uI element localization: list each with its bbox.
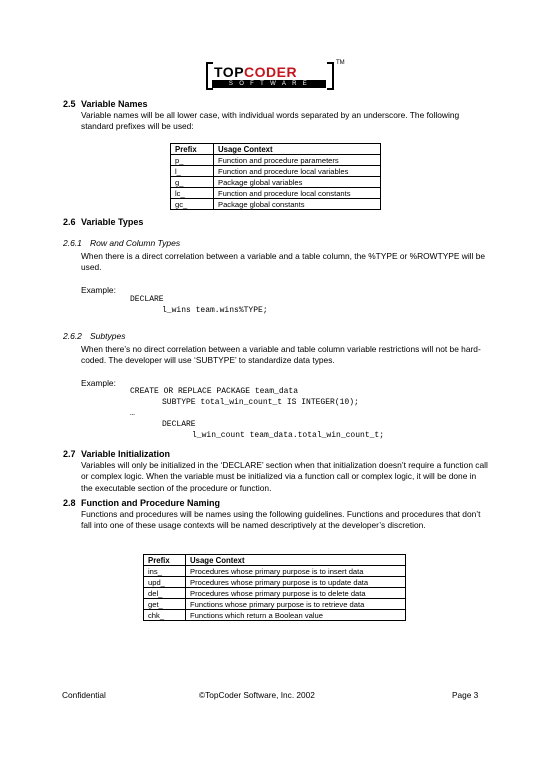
section-heading-2-7: 2.7 Variable Initialization xyxy=(63,449,171,459)
table-row xyxy=(144,610,406,621)
footer-page-number: Page 3 xyxy=(452,690,479,700)
column-header: Prefix xyxy=(171,144,214,155)
prefix-cell: p_ xyxy=(171,155,214,166)
usage-cell: Procedures whose primary purpose is to update data xyxy=(186,577,406,588)
logo-word-top: TOP xyxy=(214,64,245,80)
usage-cell: Functions which return a Boolean value xyxy=(186,610,406,621)
footer-copyright: ©TopCoder Software, Inc. 2002 xyxy=(199,690,315,700)
table-header-row xyxy=(144,555,406,566)
table-row xyxy=(144,566,406,577)
table-row xyxy=(171,166,381,177)
prefix-cell: chk_ xyxy=(144,610,186,621)
code-line: DECLARE xyxy=(130,295,164,304)
column-header: Prefix xyxy=(144,555,186,566)
table-row xyxy=(171,188,381,199)
prefix-cell: get_ xyxy=(144,599,186,610)
usage-cell: Procedures whose primary purpose is to insert data xyxy=(186,566,406,577)
column-header: Usage Context xyxy=(214,144,381,155)
section-2-8-paragraph: Functions and procedures will be names using the following guidelines. Functions and procedures that don’t fall into one of these usage contexts will be named descriptively at the developer’s discretion. xyxy=(81,509,481,531)
section-heading-2-8: 2.8 Function and Procedure Naming xyxy=(63,498,221,508)
example-label: Example: xyxy=(81,285,116,295)
code-line: l_win_count team_data.total_win_count_t; xyxy=(192,431,385,440)
section-2-6-2-paragraph: When there’s no direct correlation between a variable and table column variable restrictions will not be hard-coded. The developer will use ‘SUBTYPE’ to standardize data types. xyxy=(81,344,481,366)
table-row xyxy=(171,155,381,166)
logo-word-coder: CODER xyxy=(244,64,298,80)
usage-cell: Functions whose primary purpose is to retrieve data xyxy=(186,599,406,610)
prefix-cell: upd_ xyxy=(144,577,186,588)
section-2-6-1-paragraph: When there is a direct correlation between a variable and a table column, the %TYPE or %ROWTYPE will be used. xyxy=(81,251,486,273)
table-row xyxy=(171,199,381,210)
footer-confidential: Confidential xyxy=(62,690,106,700)
table-header-row xyxy=(171,144,381,155)
prefix-cell: l_ xyxy=(171,166,214,177)
section-2-7-paragraph: Variables will only be initialized in the ‘DECLARE’ section when that initialization doesn’t require a function call or complex logic. When the variable must be initialized via a function call or complex logic, it will be done in the executable section of the procedure or function. xyxy=(81,460,488,493)
function-prefix-table xyxy=(143,554,406,621)
column-header: Usage Context xyxy=(186,555,406,566)
logo-trademark: TM xyxy=(336,60,345,66)
code-line: … xyxy=(130,409,135,418)
usage-cell: Procedures whose primary purpose is to delete data xyxy=(186,588,406,599)
code-line: l_wins team.wins%TYPE; xyxy=(162,306,268,315)
usage-cell: Function and procedure local constants xyxy=(214,188,381,199)
logo-software-bar: SOFTWARE xyxy=(212,80,326,88)
prefix-cell: lc_ xyxy=(171,188,214,199)
usage-cell: Function and procedure local variables xyxy=(214,166,381,177)
table-row xyxy=(144,577,406,588)
prefix-cell: del_ xyxy=(144,588,186,599)
table-row xyxy=(171,177,381,188)
section-heading-2-6-2: 2.6.2 Subtypes xyxy=(63,331,126,341)
variable-prefix-table xyxy=(170,143,381,210)
code-line: SUBTYPE total_win_count_t IS INTEGER(10); xyxy=(162,398,359,407)
table-row xyxy=(144,599,406,610)
code-line: DECLARE xyxy=(162,420,196,429)
prefix-cell: gc_ xyxy=(171,199,214,210)
section-heading-2-5: 2.5 Variable Names xyxy=(63,99,148,109)
usage-cell: Function and procedure parameters xyxy=(214,155,381,166)
section-heading-2-6-1: 2.6.1 Row and Column Types xyxy=(63,238,181,248)
prefix-cell: g_ xyxy=(171,177,214,188)
section-heading-2-6: 2.6 Variable Types xyxy=(63,217,144,227)
section-2-5-paragraph: Variable names will be all lower case, with individual words separated by an underscore. The following standard prefixes will be used: xyxy=(81,110,460,132)
usage-cell: Package global variables xyxy=(214,177,381,188)
prefix-cell: ins_ xyxy=(144,566,186,577)
example-label: Example: xyxy=(81,378,116,388)
usage-cell: Package global constants xyxy=(214,199,381,210)
code-line: CREATE OR REPLACE PACKAGE team_data xyxy=(130,387,299,396)
table-row xyxy=(144,588,406,599)
topcoder-logo xyxy=(206,60,345,90)
